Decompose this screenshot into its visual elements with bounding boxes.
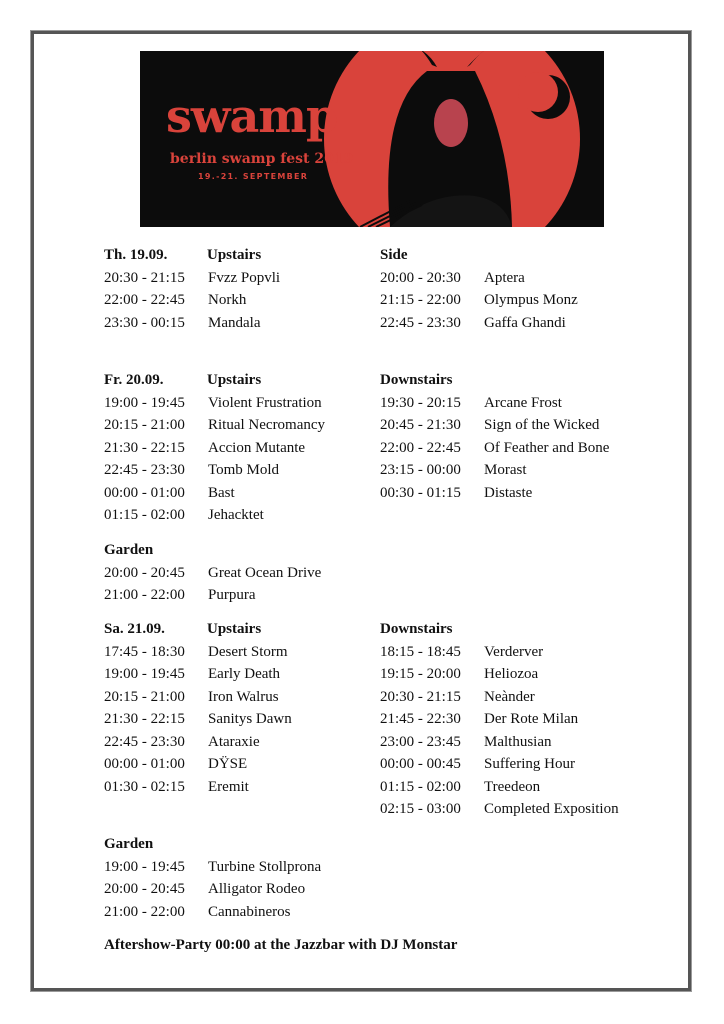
- time-slot: 23:15 - 00:00: [380, 462, 461, 478]
- band-name: Der Rote Milan: [484, 711, 579, 727]
- band-name: Iron Walrus: [208, 688, 279, 705]
- time-slot: 00:00 - 01:00: [104, 484, 185, 501]
- time-slot: 22:45 - 23:30: [104, 462, 185, 478]
- left-stage-row: [104, 312, 260, 334]
- band-name: Norkh: [208, 292, 247, 308]
- left-stage-row: [104, 708, 292, 730]
- left-stage-row: [104, 437, 305, 459]
- right-stage-row: [380, 686, 535, 708]
- left-stage-row: [104, 504, 264, 526]
- time-slot: 02:15 - 03:00: [380, 801, 461, 817]
- band-name: Heliozoa: [484, 666, 539, 682]
- time-slot: 19:15 - 20:00: [380, 666, 461, 682]
- time-slot: 00:00 - 00:45: [380, 756, 461, 772]
- band-name: Early Death: [208, 666, 281, 682]
- time-slot: 20:30 - 21:15: [104, 269, 185, 286]
- right-stage-row: [380, 731, 552, 753]
- time-slot: 20:15 - 21:00: [104, 417, 185, 433]
- right-stage-row: [380, 776, 540, 798]
- right-stage-row: [380, 708, 578, 730]
- left-stage-row: [104, 289, 246, 311]
- stage-heading-right: Side: [380, 247, 408, 263]
- right-stage-row: [380, 312, 566, 334]
- time-slot: 00:00 - 01:00: [104, 756, 185, 772]
- time-slot: 21:15 - 22:00: [380, 292, 461, 308]
- right-stage-row: [380, 414, 599, 436]
- band-name: Verderver: [484, 643, 544, 660]
- stage-heading-right: Downstairs: [380, 621, 453, 637]
- band-name: Olympus Monz: [484, 292, 578, 308]
- band-name: Bast: [208, 484, 235, 501]
- garden-stage-row: [104, 878, 305, 900]
- garden-stage-row: [104, 584, 256, 606]
- time-slot: 20:00 - 20:30: [380, 269, 461, 286]
- band-name: Great Ocean Drive: [208, 564, 322, 581]
- left-stage-row: [104, 482, 235, 504]
- band-name: Sign of the Wicked: [484, 417, 600, 433]
- time-slot: 21:30 - 22:15: [104, 711, 185, 727]
- band-name: Ritual Necromancy: [208, 417, 326, 433]
- time-slot: 01:15 - 02:00: [380, 778, 461, 795]
- garden-stage-row: [104, 562, 321, 584]
- right-stage-row: [380, 753, 575, 775]
- stage-heading-garden: Garden: [104, 836, 154, 852]
- time-slot: 22:00 - 22:45: [104, 292, 185, 308]
- left-stage-row: [104, 753, 247, 775]
- band-name: Aptera: [484, 269, 525, 286]
- left-stage-row: [104, 686, 279, 708]
- aftershow-note: Aftershow-Party 00:00 at the Jazzbar with DJ Monstar: [104, 937, 458, 953]
- time-slot: 22:45 - 23:30: [104, 733, 185, 750]
- time-slot: 22:00 - 22:45: [380, 439, 461, 456]
- time-slot: 20:15 - 21:00: [104, 688, 185, 705]
- time-slot: 21:45 - 22:30: [380, 711, 461, 727]
- time-slot: 01:15 - 02:00: [104, 507, 185, 523]
- left-stage-row: [104, 663, 280, 685]
- band-name: Cannabineros: [208, 903, 291, 920]
- day-heading: Fr. 20.09.: [104, 372, 164, 388]
- right-stage-row: [380, 392, 562, 414]
- right-stage-row: [380, 482, 532, 504]
- time-slot: 20:30 - 21:15: [380, 688, 461, 705]
- left-stage-row: [104, 776, 249, 798]
- band-name: Fvzz Popvli: [208, 269, 281, 286]
- band-name: Tomb Mold: [208, 462, 280, 478]
- band-name: Alligator Rodeo: [208, 881, 306, 897]
- time-slot: 20:00 - 20:45: [104, 881, 185, 897]
- time-slot: 19:00 - 19:45: [104, 666, 185, 682]
- right-stage-row: [380, 459, 527, 481]
- left-stage-row: [104, 459, 279, 481]
- time-slot: 19:00 - 19:45: [104, 394, 185, 411]
- band-name: Purpura: [208, 587, 256, 603]
- left-stage-row: [104, 731, 260, 753]
- festival-subtitle: berlin swamp fest 2019: [170, 151, 354, 167]
- day-heading: Th. 19.09.: [104, 247, 168, 263]
- festival-logo: swamp: [166, 89, 338, 143]
- band-name: Mandala: [208, 314, 261, 331]
- band-name: Morast: [484, 462, 527, 478]
- band-name: Sanitys Dawn: [208, 711, 292, 727]
- band-name: Completed Exposition: [484, 801, 619, 817]
- time-slot: 17:45 - 18:30: [104, 643, 185, 660]
- time-slot: 21:00 - 22:00: [104, 903, 185, 920]
- left-stage-row: [104, 641, 288, 663]
- time-slot: 20:00 - 20:45: [104, 564, 185, 581]
- band-name: Eremit: [208, 778, 249, 795]
- right-stage-row: [380, 663, 538, 685]
- left-stage-row: [104, 267, 280, 289]
- left-stage-row: [104, 392, 322, 414]
- garden-stage-row: [104, 901, 290, 923]
- band-name: Violent Frustration: [208, 394, 322, 411]
- stage-heading-left: Upstairs: [207, 621, 262, 637]
- time-slot: 21:00 - 22:00: [104, 587, 185, 603]
- festival-banner: [140, 51, 604, 227]
- band-name: Accion Mutante: [208, 439, 306, 456]
- band-name: Of Feather and Bone: [484, 439, 610, 456]
- right-stage-row: [380, 641, 543, 663]
- time-slot: 20:45 - 21:30: [380, 417, 461, 433]
- stage-heading-garden: Garden: [104, 542, 154, 558]
- right-stage-row: [380, 798, 619, 820]
- day-heading: Sa. 21.09.: [104, 621, 165, 637]
- stage-heading-right: Downstairs: [380, 372, 453, 388]
- festival-dates: 19.-21. SEPTEMBER: [198, 172, 309, 181]
- time-slot: 01:30 - 02:15: [104, 778, 185, 795]
- band-name: Ataraxie: [208, 733, 260, 750]
- time-slot: 18:15 - 18:45: [380, 643, 461, 660]
- band-name: Neànder: [484, 688, 535, 705]
- band-name: Malthusian: [484, 733, 552, 750]
- left-stage-row: [104, 414, 325, 436]
- time-slot: 23:30 - 00:15: [104, 314, 185, 331]
- band-name: Distaste: [484, 484, 533, 501]
- time-slot: 00:30 - 01:15: [380, 484, 461, 501]
- band-name: Treedeon: [484, 778, 541, 795]
- band-name: Turbine Stollprona: [208, 858, 322, 875]
- band-name: Arcane Frost: [484, 394, 562, 411]
- time-slot: 23:00 - 23:45: [380, 733, 461, 750]
- right-stage-row: [380, 289, 578, 311]
- stage-heading-left: Upstairs: [207, 247, 262, 263]
- garden-stage-row: [104, 856, 321, 878]
- stage-heading-left: Upstairs: [207, 372, 262, 388]
- band-name: Desert Storm: [208, 643, 288, 660]
- time-slot: 22:45 - 23:30: [380, 314, 461, 331]
- band-name: Suffering Hour: [484, 756, 575, 772]
- band-name: DŸSE: [208, 756, 248, 772]
- right-stage-row: [380, 437, 609, 459]
- band-name: Jehacktet: [208, 507, 264, 523]
- time-slot: 19:30 - 20:15: [380, 394, 461, 411]
- right-stage-row: [380, 267, 525, 289]
- band-name: Gaffa Ghandi: [484, 314, 566, 331]
- time-slot: 21:30 - 22:15: [104, 439, 185, 456]
- time-slot: 19:00 - 19:45: [104, 858, 185, 875]
